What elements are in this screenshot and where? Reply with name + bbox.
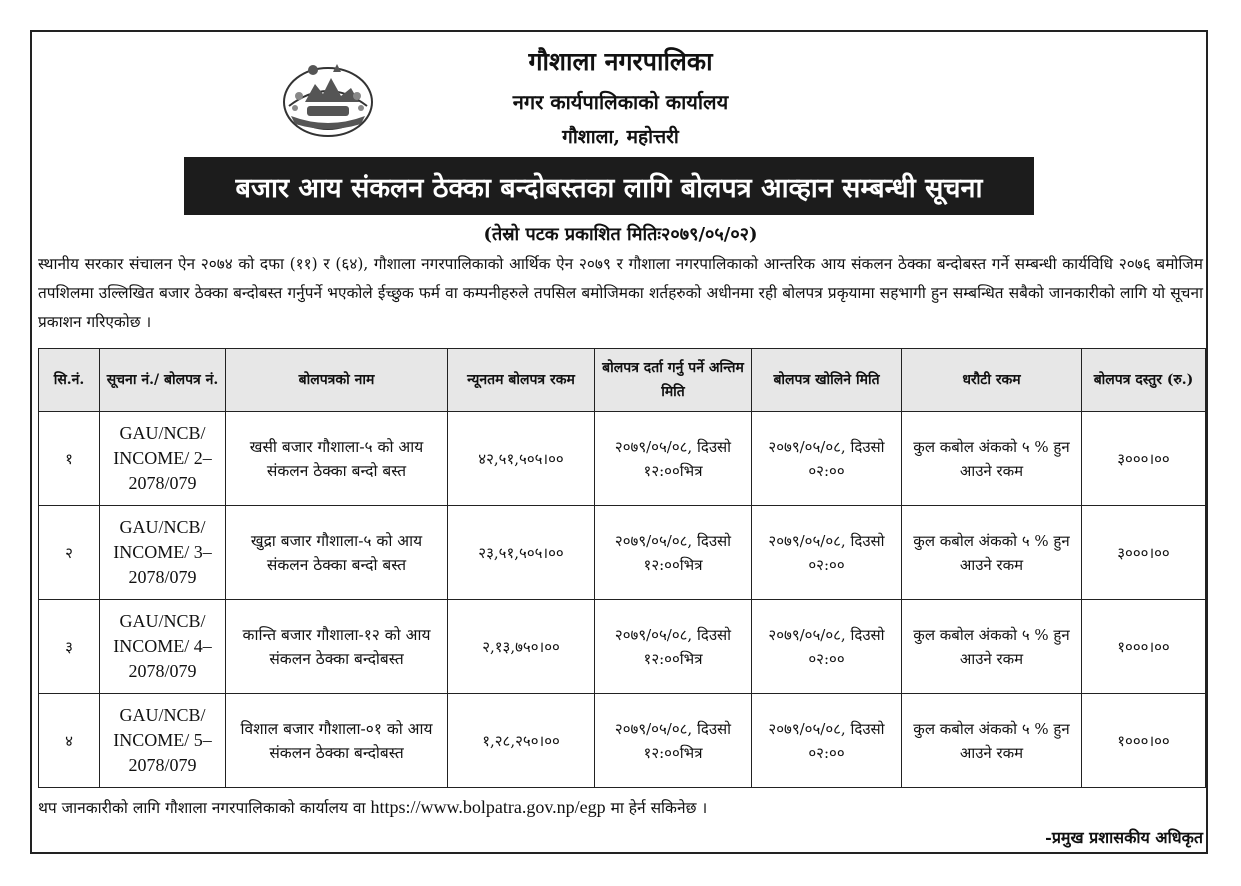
office-address: गौशाला, महोत्तरी: [562, 126, 679, 148]
cell-sn: १: [39, 412, 100, 506]
col-header-opening-date: बोलपत्र खोलिने मिति: [752, 349, 902, 412]
cell-notice-no: GAU/NCB/ INCOME/ 3–2078/079: [100, 506, 226, 600]
municipality-title: गौशाला नगरपालिका: [528, 47, 713, 76]
col-header-deadline: बोलपत्र दर्ता गर्नु पर्ने अन्तिम मिति: [595, 349, 752, 412]
col-header-fee: बोलपत्र दस्तुर (रु.): [1082, 349, 1206, 412]
signature-line: -प्रमुख प्रशासकीय अधिकृत: [1045, 828, 1203, 847]
cell-notice-no: GAU/NCB/ INCOME/ 4–2078/079: [100, 600, 226, 694]
table-row: [39, 412, 1206, 506]
cell-deposit: कुल कबोल अंकको ५ % हुन आउने रकम: [902, 412, 1082, 506]
cell-deadline: २०७९/०५/०८, दिउसो १२:००भित्र: [595, 600, 752, 694]
cell-opening-date: २०७९/०५/०८, दिउसो ०२:००: [752, 412, 902, 506]
cell-min-amount: १,२८,२५०।००: [448, 694, 595, 788]
cell-opening-date: २०७९/०५/०८, दिउसो ०२:००: [752, 506, 902, 600]
cell-deadline: २०७९/०५/०८, दिउसो १२:००भित्र: [595, 694, 752, 788]
cell-deposit: कुल कबोल अंकको ५ % हुन आउने रकम: [902, 694, 1082, 788]
cell-min-amount: ४२,५१,५०५।००: [448, 412, 595, 506]
cell-sn: ३: [39, 600, 100, 694]
cell-tender-name: खुद्रा बजार गौशाला-५ को आय संकलन ठेक्का बन्दो बस्त: [226, 506, 448, 600]
col-header-min-amount: न्यूनतम बोलपत्र रकम: [448, 349, 595, 412]
cell-deadline: २०७९/०५/०८, दिउसो १२:००भित्र: [595, 412, 752, 506]
table-row: [39, 694, 1206, 788]
cell-min-amount: २३,५१,५०५।००: [448, 506, 595, 600]
col-header-deposit: धरौटी रकम: [902, 349, 1082, 412]
footer-text-after: मा हेर्न सकिनेछ ।: [610, 799, 708, 817]
cell-sn: ४: [39, 694, 100, 788]
publication-date: (तेस्रो पटक प्रकाशित मितिः२०७९/०५/०२): [483, 224, 758, 245]
cell-tender-name: कान्ति बजार गौशाला-१२ को आय संकलन ठेक्का बन्दोबस्त: [226, 600, 448, 694]
cell-notice-no: GAU/NCB/ INCOME/ 5–2078/079: [100, 694, 226, 788]
notice-banner: [184, 157, 1034, 215]
col-header-tender-name: बोलपत्रको नाम: [226, 349, 448, 412]
table-header-row: [39, 349, 1206, 412]
cell-deposit: कुल कबोल अंकको ५ % हुन आउने रकम: [902, 506, 1082, 600]
cell-deadline: २०७९/०५/०८, दिउसो १२:००भित्र: [595, 506, 752, 600]
footer-text-before: थप जानकारीको लागि गौशाला नगरपालिकाको कार्यालय वा: [38, 799, 366, 817]
footer-note: [38, 796, 707, 818]
cell-deposit: कुल कबोल अंकको ५ % हुन आउने रकम: [902, 600, 1082, 694]
cell-tender-name: विशाल बजार गौशाला-०१ को आय संकलन ठेक्का बन्दोबस्त: [226, 694, 448, 788]
cell-fee: ३०००।००: [1082, 412, 1206, 506]
egp-portal-link[interactable]: https://www.bolpatra.gov.np/egp: [370, 797, 606, 817]
table-row: [39, 600, 1206, 694]
cell-notice-no: GAU/NCB/ INCOME/ 2–2078/079: [100, 412, 226, 506]
cell-fee: ३०००।००: [1082, 506, 1206, 600]
intro-paragraph: स्थानीय सरकार संचालन ऐन २०७४ को दफा (११) र (६४), गौशाला नगरपालिकाको आर्थिक ऐन २०७९ र गौशाला नगरपालिकाको आन्तरिक आय संकलन ठेक्का बन्दोबस्त गर्ने सम्बन्धी कार्यविधि २०७६ बमोजिम तपशिलमा उल्लिखित बजार ठेक्का बन्दोबस्त गर्नुपर्ने भएकोले ईच्छुक फर्म वा कम्पनीहरुले तपसिल बमोजिमका शर्तहरुको अधीनमा रही बोलपत्र प्रकृयामा सहभागी हुन सम्बन्धित सबैको जानकारीको लागि यो सूचना प्रकाशन गरिएकोछ ।: [38, 255, 1203, 331]
cell-fee: १०००।००: [1082, 600, 1206, 694]
cell-tender-name: खसी बजार गौशाला-५ को आय संकलन ठेक्का बन्दो बस्त: [226, 412, 448, 506]
table-row: [39, 506, 1206, 600]
col-header-sn: सि.नं.: [39, 349, 100, 412]
col-header-notice-no: सूचना नं./ बोलपत्र नं.: [100, 349, 226, 412]
cell-opening-date: २०७९/०५/०८, दिउसो ०२:००: [752, 600, 902, 694]
cell-opening-date: २०७९/०५/०८, दिउसो ०२:००: [752, 694, 902, 788]
tender-table: [38, 348, 1206, 788]
cell-min-amount: २,१३,७५०।००: [448, 600, 595, 694]
cell-fee: १०००।००: [1082, 694, 1206, 788]
notice-banner-text: बजार आय संकलन ठेक्का बन्दोबस्तका लागि बोलपत्र आव्हान सम्बन्धी सूचना: [235, 172, 983, 204]
cell-sn: २: [39, 506, 100, 600]
office-name: नगर कार्यपालिकाको कार्यालय: [512, 90, 729, 114]
